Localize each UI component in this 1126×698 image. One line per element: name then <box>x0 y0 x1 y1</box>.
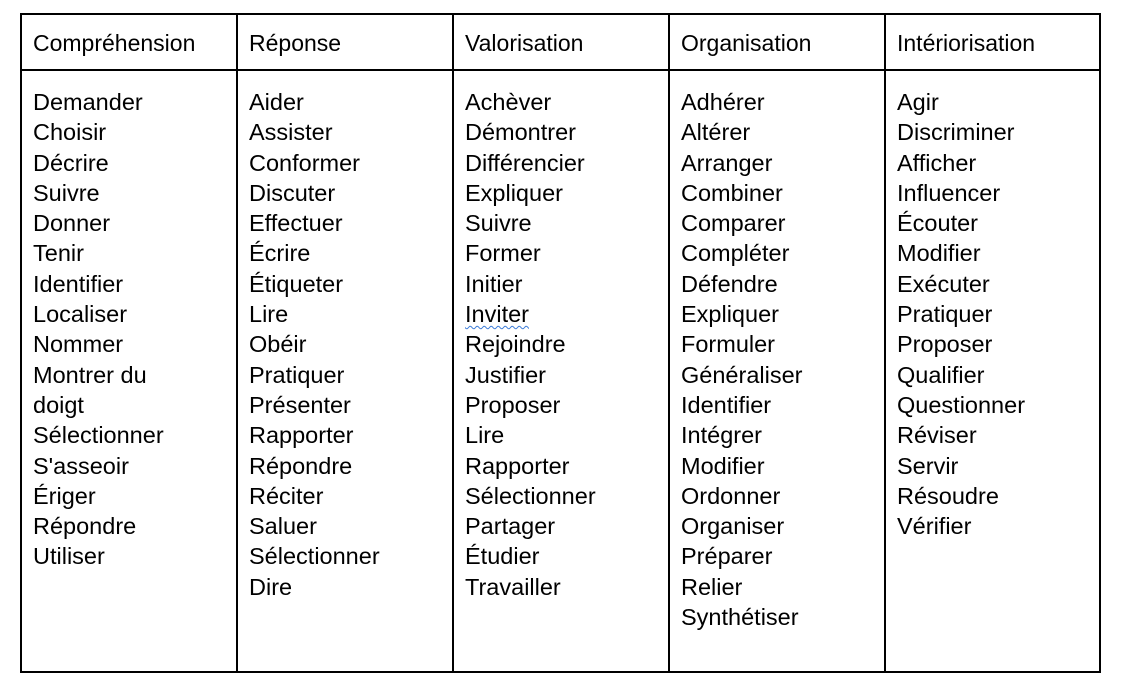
table-header-row <box>22 15 1099 71</box>
list-item: Expliquer <box>465 179 563 206</box>
list-item: Ériger <box>33 482 96 509</box>
list-item: Utiliser <box>33 543 105 570</box>
list-item: Synthétiser <box>681 604 799 631</box>
column-cell-reponse[interactable] <box>238 71 454 671</box>
column-cell-valorisation[interactable] <box>454 71 670 671</box>
list-item: Réciter <box>249 482 324 509</box>
list-item: Rejoindre <box>465 331 566 358</box>
list-item: Sélectionner <box>33 422 164 449</box>
list-item: Partager <box>465 513 556 540</box>
list-item: Suivre <box>465 210 532 237</box>
list-item: Décrire <box>33 149 109 176</box>
list-item: Répondre <box>249 452 353 479</box>
list-item: Conformer <box>249 149 361 176</box>
list-item: Sélectionner <box>249 543 380 570</box>
list-item: Préparer <box>681 543 773 570</box>
column-header-organisation[interactable]: Organisation <box>670 15 886 69</box>
list-item: Différencier <box>465 149 585 176</box>
column-header-valorisation[interactable]: Valorisation <box>454 15 670 69</box>
list-item: Assister <box>249 119 333 146</box>
list-item: Résoudre <box>897 482 999 509</box>
list-item: Exécuter <box>897 270 990 297</box>
list-item: Montrer du <box>33 361 147 388</box>
list-item: Agir <box>897 89 939 115</box>
taxonomy-table <box>20 13 1101 673</box>
list-item: Proposer <box>465 391 561 418</box>
list-item: Identifier <box>33 270 124 297</box>
list-item: Suivre <box>33 179 100 206</box>
column-header-reponse[interactable]: Réponse <box>238 15 454 69</box>
list-item: Servir <box>897 452 959 479</box>
list-item: Demander <box>33 89 143 115</box>
list-item: Aider <box>249 89 304 115</box>
list-item: Qualifier <box>897 361 985 388</box>
list-item: Relier <box>681 573 743 600</box>
list-item: Combiner <box>681 179 783 206</box>
list-item: Rapporter <box>465 452 570 479</box>
list-item: Modifier <box>897 240 981 267</box>
list-item: Modifier <box>681 452 765 479</box>
list-item: Démontrer <box>465 119 577 146</box>
list-item: Réviser <box>897 422 977 449</box>
list-item: Compléter <box>681 240 790 267</box>
list-item: Généraliser <box>681 361 803 388</box>
list-item: Adhérer <box>681 89 765 115</box>
list-item: Identifier <box>681 391 772 418</box>
list-item: Organiser <box>681 513 785 540</box>
list-item: doigt <box>33 391 84 418</box>
list-item: Écouter <box>897 210 978 237</box>
list-item: Ordonner <box>681 482 781 509</box>
list-item: Travailler <box>465 573 561 600</box>
list-item: Présenter <box>249 391 351 418</box>
column-header-comprehension[interactable]: Compréhension <box>22 15 238 69</box>
list-item: Choisir <box>33 119 107 146</box>
list-item: Étudier <box>465 543 540 570</box>
column-cell-organisation[interactable] <box>670 71 886 671</box>
list-item: Pratiquer <box>897 301 993 328</box>
list-item: Proposer <box>897 331 993 358</box>
list-item: Justifier <box>465 361 546 388</box>
list-item: Lire <box>249 301 289 328</box>
list-item: Inviter <box>465 301 529 328</box>
list-item: Dire <box>249 573 293 600</box>
list-item: Effectuer <box>249 210 343 237</box>
list-item: Tenir <box>33 240 84 267</box>
list-item: Expliquer <box>681 301 779 328</box>
list-item: S'asseoir <box>33 452 129 479</box>
column-cell-interiorisation[interactable] <box>886 71 1099 671</box>
list-item: Écrire <box>249 240 311 267</box>
list-item: Influencer <box>897 179 1001 206</box>
list-item: Lire <box>465 422 505 449</box>
column-header-interiorisation[interactable]: Intériorisation <box>897 30 1036 56</box>
list-item: Obéir <box>249 331 307 358</box>
list-item: Intégrer <box>681 422 762 449</box>
table-body-row <box>22 71 1099 671</box>
list-item: Pratiquer <box>249 361 345 388</box>
column-cell-comprehension[interactable] <box>22 71 238 671</box>
list-item: Nommer <box>33 331 124 358</box>
list-item: Défendre <box>681 270 778 297</box>
list-item: Initier <box>465 270 523 297</box>
list-item: Localiser <box>33 301 128 328</box>
list-item: Donner <box>33 210 111 237</box>
list-item: Sélectionner <box>465 482 596 509</box>
list-item: Répondre <box>33 513 137 540</box>
list-item: Formuler <box>681 331 776 358</box>
list-item: Étiqueter <box>249 270 344 297</box>
list-item: Former <box>465 240 541 267</box>
list-item: Discriminer <box>897 119 1015 146</box>
list-item: Rapporter <box>249 422 354 449</box>
list-item: Comparer <box>681 210 786 237</box>
list-item: Arranger <box>681 149 773 176</box>
list-item: Questionner <box>897 391 1026 418</box>
list-item: Discuter <box>249 179 336 206</box>
list-item: Saluer <box>249 513 317 540</box>
list-item: Vérifier <box>897 513 972 540</box>
list-item: Afficher <box>897 149 977 176</box>
list-item: Achèver <box>465 89 552 115</box>
list-item: Altérer <box>681 119 751 146</box>
